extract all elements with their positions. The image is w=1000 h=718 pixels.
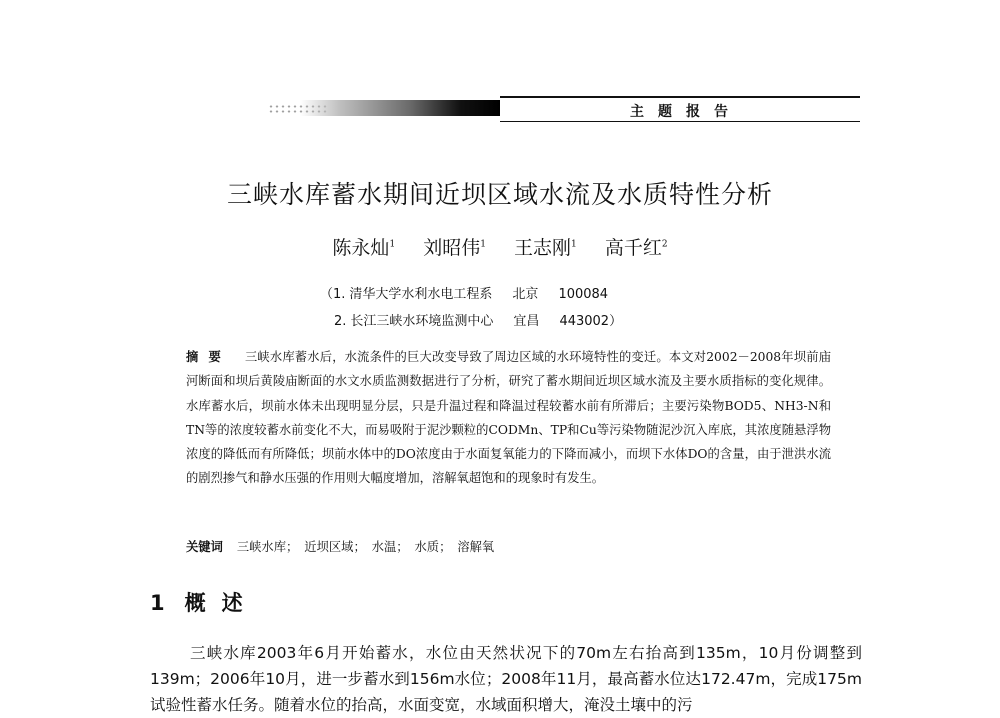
author [423, 237, 486, 259]
author-affil: 1 [480, 239, 486, 250]
abstract-label: 摘要 [186, 349, 231, 364]
affiliation-prefix: （1. [320, 287, 346, 302]
author-name: 王志刚 [514, 237, 572, 259]
keyword: 近坝区域； [304, 540, 366, 554]
section-label: 主题报告 [630, 104, 742, 120]
abstract-text: 三峡水库蓄水后，水流条件的巨大改变导致了周边区域的水环境特性的变迁。本文对2002－2008年坝前庙河断面和坝后黄陵庙断面的水文水质监测数据进行了分析，研究了蓄水期间近坝区域水流及主要水质指标的变化规律。水库蓄水后，坝前水体未出现明显分层，只是升温过程和降温过程较蓄水前有所滞后；主要污染物BOD5、NH3-N和TN等的浓度较蓄水前变化不大，而易吸附于泥沙颗粒的CODMn、TP和Cu等污染物随泥沙沉入库底，其浓度随悬浮物浓度的降低而有所降低；坝前水体中的DO浓度由于水面复氧能力的下降而减小，而坝下水体DO的含量，由于泄洪水流的剧烈掺气和静水压强的作用则大幅度增加，溶解氧超饱和的现象时有发生。 [186, 350, 831, 486]
author [514, 237, 577, 259]
affiliation-org: 清华大学水利水电工程系 [349, 287, 493, 302]
affiliation-city: 宜昌 [513, 314, 540, 329]
section-heading [150, 587, 259, 617]
affiliation-code: 100084 [558, 287, 609, 302]
author [332, 237, 395, 259]
abstract [186, 345, 831, 491]
affiliation-prefix: 2. [334, 314, 347, 329]
paper-title: 三峡水库蓄水期间近坝区域水流及水质特性分析 [226, 180, 773, 209]
keyword: 溶解氧 [457, 540, 495, 554]
section-number: 1 [150, 591, 165, 615]
affiliation-org: 长江三峡水环境监测中心 [350, 314, 494, 329]
author-name: 高千红 [604, 237, 662, 259]
section-title: 概述 [184, 591, 259, 615]
body-paragraph: 三峡水库2003年6月开始蓄水，水位由天然状况下的70m左右抬高到135m，10月份调整到139m；2006年10月，进一步蓄水到156m水位；2008年11月，最高蓄水位达172.47m，完成175m试验性蓄水任务。随着水位的抬高，水面变宽，水域面积增大，淹没土壤中的污 [150, 644, 862, 714]
affiliation-code: 443002） [559, 314, 623, 329]
author-affil: 1 [571, 239, 577, 250]
affiliation-city: 北京 [512, 287, 539, 302]
author-affil: 2 [661, 239, 668, 250]
keyword: 水质； [414, 540, 452, 554]
affiliation [320, 308, 642, 335]
affiliation-list [320, 281, 642, 335]
author-name: 刘昭伟 [423, 237, 481, 259]
author-name: 陈永灿 [332, 237, 390, 259]
affiliation [320, 281, 642, 308]
keywords-label: 关键词 [186, 539, 223, 554]
header-rule-bottom [500, 121, 860, 122]
header-rule-top [500, 96, 860, 98]
author-affil: 1 [389, 239, 396, 250]
keyword: 水温； [371, 540, 409, 554]
author-list [0, 233, 1000, 260]
header-decoration-bar [300, 100, 500, 116]
author [605, 237, 668, 259]
keyword: 三峡水库； [236, 540, 299, 554]
keywords [186, 537, 496, 555]
